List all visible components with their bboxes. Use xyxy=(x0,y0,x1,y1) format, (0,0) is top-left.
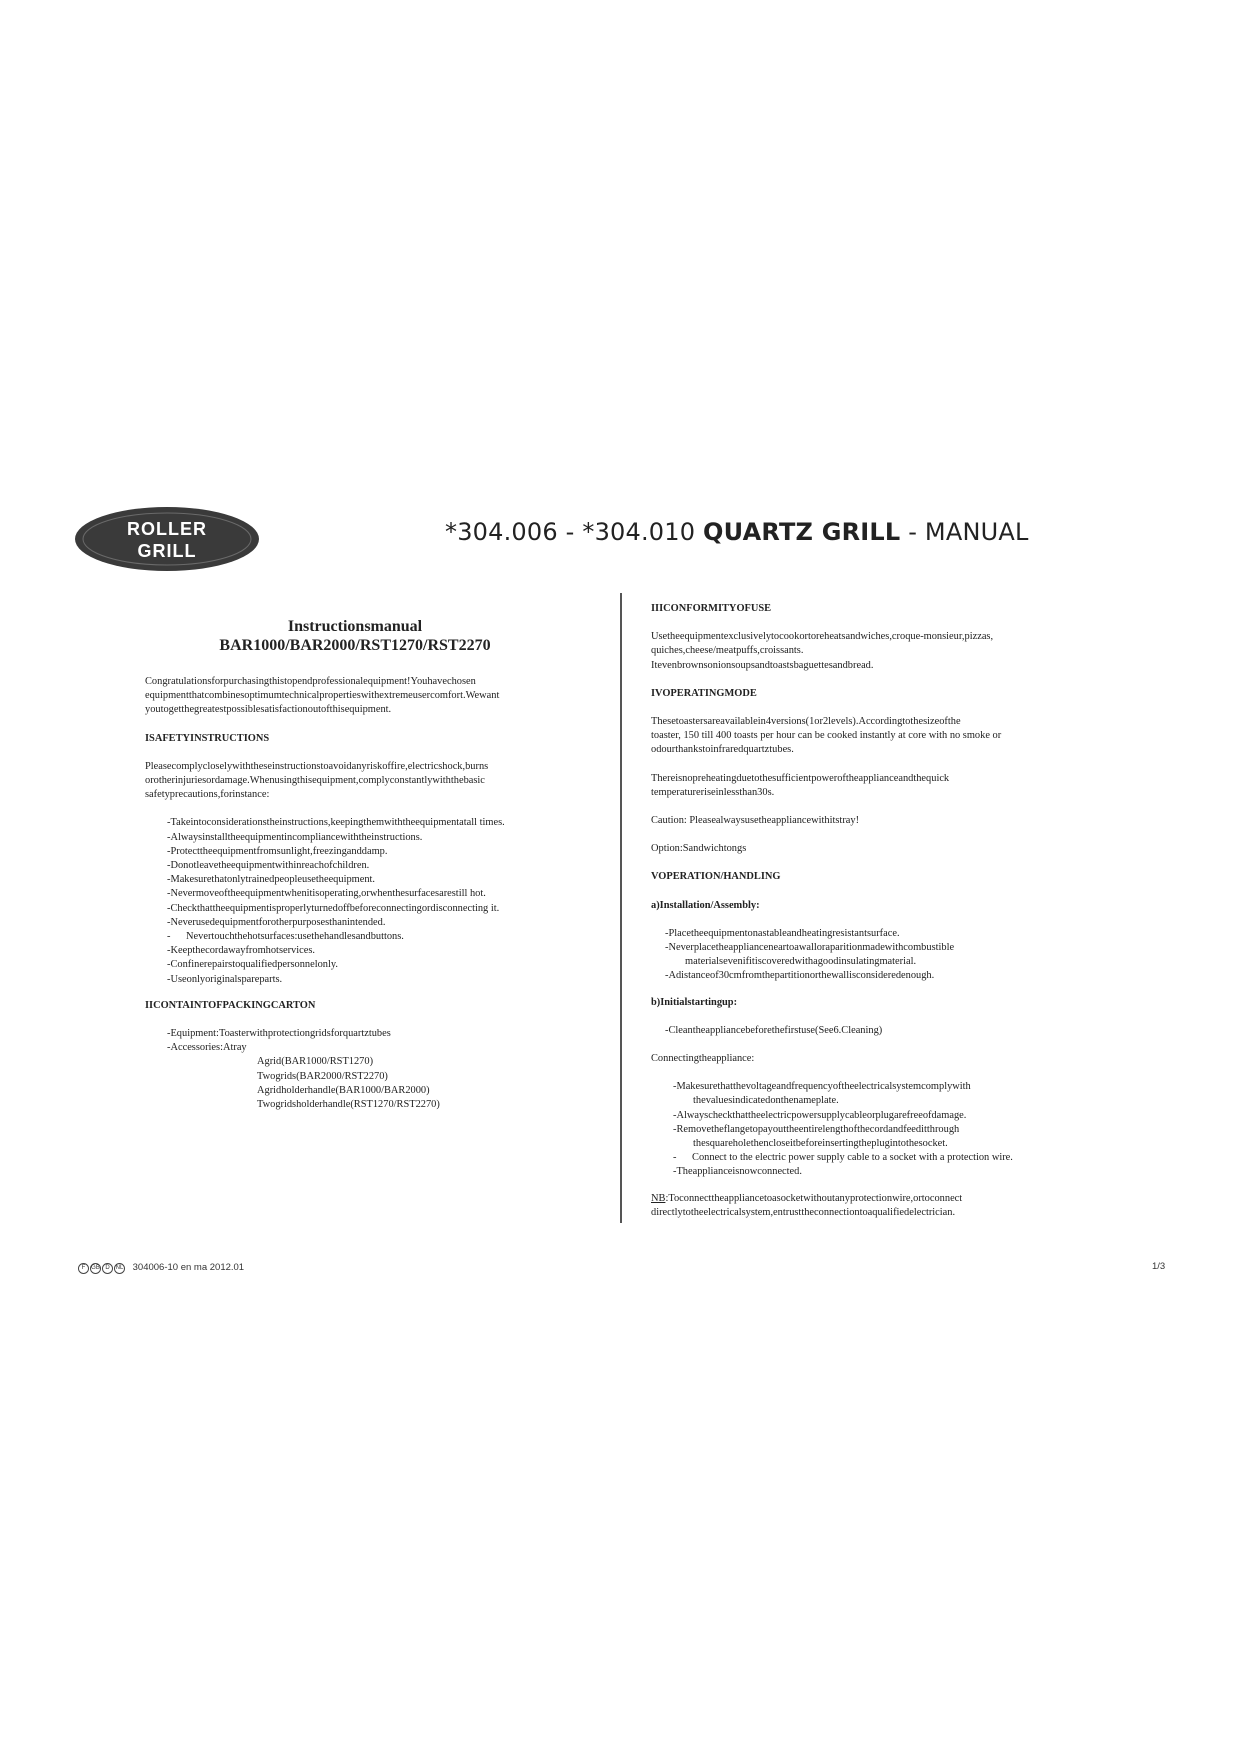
manual-title-line2: BAR1000/BAR2000/RST1270/RST2270 xyxy=(219,637,491,654)
document-code: 304006-10 en ma 2012.01 xyxy=(132,1262,245,1274)
operation-heading: VOPERATION/HANDLING xyxy=(651,871,781,883)
carton-heading: IICONTAINTOFPACKINGCARTON xyxy=(145,999,316,1011)
column-divider xyxy=(620,593,622,1223)
list-item: -Donotleavetheequipmentwithinreachofchildren. xyxy=(167,860,370,872)
option-text: Option:Sandwichtongs xyxy=(651,843,747,855)
manual-title xyxy=(145,617,565,655)
list-item: -Placetheequipmentonastableandheatingresistantsurface. xyxy=(665,927,900,939)
installation-list xyxy=(665,927,1101,984)
list-item: Agridholderhandle(BAR1000/BAR2000) xyxy=(257,1084,430,1096)
installation-heading: a)Installation/Assembly: xyxy=(651,899,760,911)
list-item: Twogridsholderhandle(RST1270/RST2270) xyxy=(257,1099,440,1111)
roller-grill-logo xyxy=(74,505,260,573)
list-item: -Alwaysinstalltheequipmentincompliancewiththeinstructions. xyxy=(167,831,423,843)
language-flags xyxy=(78,1261,126,1274)
page-title xyxy=(445,518,1029,546)
list-item: -Protecttheequipmentfromsunlight,freezinganddamp. xyxy=(167,845,388,857)
text-line: odourthankstoinfraredquartztubes. xyxy=(651,744,794,756)
text-line: Itevenbrownsonionsoupsandtoastsbaguettesandbread. xyxy=(651,659,874,671)
list-item: -Theapplianceisnowconnected. xyxy=(673,1166,802,1178)
flag-icon: GB xyxy=(90,1263,101,1274)
flag-icon: D xyxy=(102,1263,113,1274)
list-item: -Alwayscheckthattheelectricpowersupplycableorplugarefreeofdamage. xyxy=(673,1109,967,1121)
startup-item: -Cleantheappliancebeforethefirstuse(See6.Cleaning) xyxy=(665,1024,883,1036)
manual-title-line1: Instructionsmanual xyxy=(287,618,423,635)
nb-note xyxy=(651,1192,1101,1220)
title-suffix: - MANUAL xyxy=(900,518,1029,546)
list-item: -Keepthecordawayfromhotservices. xyxy=(167,945,316,957)
title-prefix: *304.006 - *304.010 xyxy=(445,518,704,546)
list-item: -Nevermoveoftheequipmentwhenitisoperating,orwhenthesurfacesarestill hot. xyxy=(167,888,486,900)
list-item: Agrid(BAR1000/RST1270) xyxy=(257,1056,374,1068)
list-item: -Accessories:Atray xyxy=(167,1042,247,1054)
caution-text: Caution: Pleasealwaysusetheappliancewithitstray! xyxy=(651,815,860,827)
list-item: -Adistanceof30cmfromthepartitionorthewallisconsideredenough. xyxy=(665,970,935,982)
logo-line2: GRILL xyxy=(137,541,197,561)
text-line: quiches,cheese/meatpuffs,croissants. xyxy=(651,645,804,657)
list-item: -Neverplacetheapplianceneartoawalloraparitionmadewithcombustible materialsevenifitiscoveredwithagoodinsulatingmaterial. xyxy=(665,942,955,968)
list-item: -Confinerepairstoqualifiedpersonnelonly. xyxy=(167,959,339,971)
footer-code xyxy=(78,1261,244,1274)
nb-text: :Toconnecttheappliancetoasocketwithoutanyprotectionwire,ortoconnect directlytotheelectricalsystem,entrusttheconnectiontoaqualifiedelectrician. xyxy=(651,1192,963,1218)
text-line: Thesetoastersareavailablein4versions(1or2levels).Accordingtothesizeofthe xyxy=(651,716,961,728)
operating-mode-text xyxy=(651,715,1101,758)
flag-icon: NL xyxy=(114,1263,125,1274)
list-item: -Makesurethatthevoltageandfrequencyoftheelectricalsystemcomplywith thevaluesindicatedonthenameplate. xyxy=(673,1081,971,1107)
page-number: 1/3 xyxy=(1152,1261,1166,1272)
nb-label: NB xyxy=(651,1192,666,1204)
carton-list xyxy=(167,1027,565,1112)
left-column xyxy=(145,617,565,1124)
conformity-heading: IIICONFORMITYOFUSE xyxy=(651,603,772,614)
intro-text: Congratulationsforpurchasingthistopendprofessionalequipment!Youhavechosen equipmentthatcombinesoptimumtechnicalpropertieswithextremeusercomfort.Wewant youtogetthegreatestpossiblesatisfactionoutofthisequipment. xyxy=(145,676,500,716)
connecting-list xyxy=(673,1080,1101,1179)
safety-list xyxy=(167,816,565,986)
list-item: -Equipment:Toasterwithprotectiongridsforquartztubes xyxy=(167,1028,391,1040)
text-line: toaster, 150 till 400 toasts per hour can be cooked instantly at core with no smoke or xyxy=(651,730,1002,742)
text-line: temperatureriseinlessthan30s. xyxy=(651,786,775,798)
right-column xyxy=(651,602,1101,1234)
list-item: -Useonlyoriginalspareparts. xyxy=(167,973,283,985)
list-item: -Removetheflangetopayouttheentirelengthofthecordandfeeditthrough thesquareholethencloseitbeforeinsertingtheplugintothesocket. xyxy=(673,1123,960,1150)
list-item: -Neverusedequipmentforotherpurposesthanintended. xyxy=(167,916,386,928)
flag-icon: F xyxy=(78,1263,89,1274)
connecting-label: Connectingtheappliance: xyxy=(651,1053,755,1065)
operating-mode-heading: IVOPERATINGMODE xyxy=(651,687,757,699)
list-item: -Checkthattheequipmentisproperlyturnedoffbeforeconnectingordisconnecting it. xyxy=(167,902,500,914)
list-item: -Makesurethatonlytrainedpeopleusetheequipment. xyxy=(167,874,376,886)
list-item: - Nevertouchthehotsurfaces:usethehandlesandbuttons. xyxy=(167,931,404,943)
list-item: Twogrids(BAR2000/RST2270) xyxy=(257,1070,388,1082)
logo-line1: ROLLER xyxy=(127,519,207,539)
preheat-text xyxy=(651,772,1101,800)
text-line: Thereisnopreheatingduetothesufficientpoweroftheapplianceandthequick xyxy=(651,772,950,784)
text-line: Usetheequipmentexclusivelytocookortoreheatsandwiches,croque-monsieur,pizzas, xyxy=(651,631,994,643)
safety-intro: Pleasecomplycloselywiththeseinstructionstoavoidanyriskoffire,electricshock,burns orotherinjuriesordamage.Whenusingthisequipment,complyconstantlywiththebasic safetyprecautions,forinstance: xyxy=(145,760,489,801)
conformity-text xyxy=(651,630,1101,673)
list-item: -Takeintoconsiderationstheinstructions,keepingthemwiththeequipmentatall times. xyxy=(167,817,505,829)
list-item: - Connect to the electric power supply cable to a socket with a protection wire. xyxy=(673,1152,1013,1164)
title-bold: QUARTZ GRILL xyxy=(703,518,901,546)
safety-heading: ISAFETYINSTRUCTIONS xyxy=(145,732,270,744)
startup-heading: b)Initialstartingup: xyxy=(651,996,738,1008)
